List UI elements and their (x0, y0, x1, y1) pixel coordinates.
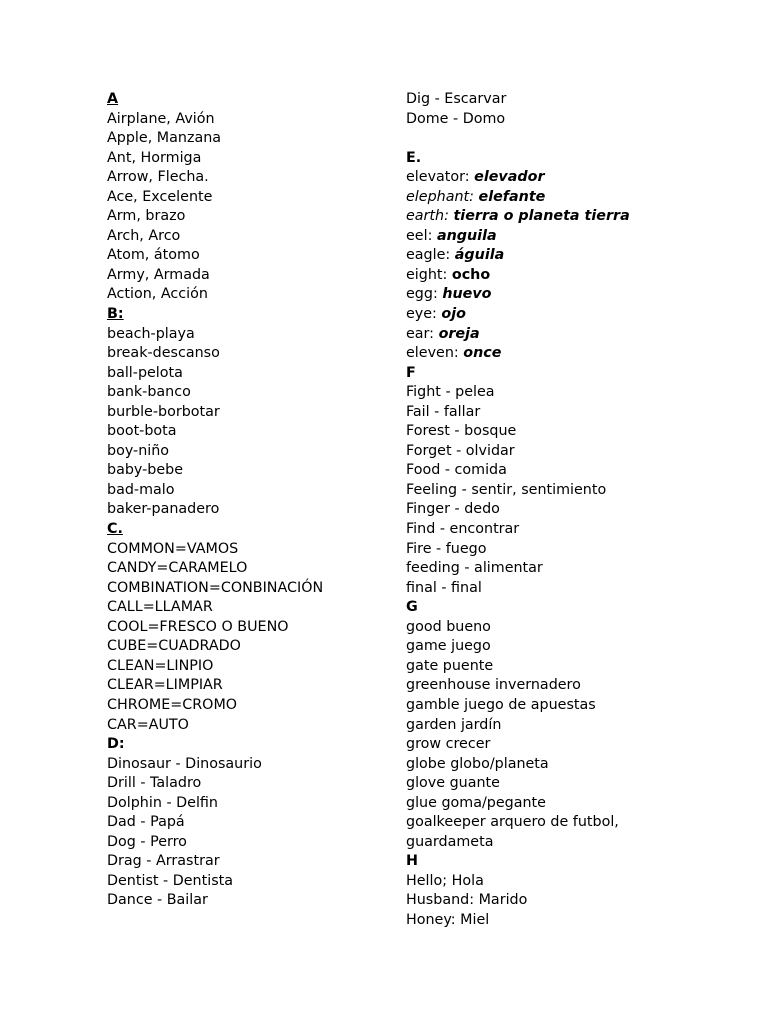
english-word: ear: (406, 325, 435, 342)
word-entry: CLEAR=LIMPIAR (107, 677, 223, 694)
word-entry: gate puente (406, 657, 494, 674)
section-heading-d: D: (107, 736, 125, 753)
spanish-word: ojo (441, 306, 466, 323)
word-entry: Dolphin - Delfin (107, 794, 218, 811)
word-entry: glue goma/pegante (406, 794, 546, 811)
word-entry: CALL=LLAMAR (107, 599, 213, 616)
section-heading-c: C. (107, 521, 123, 538)
word-entry: Honey: Miel (406, 911, 490, 928)
word-entry (406, 207, 630, 227)
english-word: earth: (406, 208, 449, 225)
word-entry: Ant, Hormiga (107, 149, 202, 166)
word-entry: gamble juego de apuestas (406, 696, 596, 713)
word-entry: Dentist - Dentista (107, 872, 234, 889)
spanish-word: elevador (474, 169, 545, 186)
word-entry: glove guante (406, 775, 500, 792)
word-entry (406, 246, 630, 266)
word-entry: Dome - Domo (406, 110, 506, 127)
blank-line (406, 129, 630, 149)
word-entry: CHROME=CROMO (107, 696, 238, 713)
word-entry: Atom, átomo (107, 247, 200, 264)
word-entry: Feeling - sentir, sentimiento (406, 481, 607, 498)
spanish-word: once (463, 345, 502, 362)
word-entry: CLEAN=LINPIO (107, 657, 214, 674)
word-entry: Drill - Taladro (107, 775, 202, 792)
word-entry: Fight - pelea (406, 384, 495, 401)
section-heading-g: G (406, 599, 418, 616)
word-entry: Apple, Manzana (107, 130, 222, 147)
word-entry: Arch, Arco (107, 227, 181, 244)
spanish-word: oreja (438, 325, 480, 342)
word-entry: Husband: Marido (406, 892, 528, 909)
spanish-word: ocho (451, 266, 491, 283)
word-entry (406, 168, 630, 188)
word-entry: Forget - olvidar (406, 442, 515, 459)
word-entry: beach-playa (107, 325, 195, 342)
word-entry: Hello; Hola (406, 872, 484, 889)
word-entry: CAR=AUTO (107, 716, 189, 733)
word-entry: Food - comida (406, 462, 507, 479)
english-word: elevator: (406, 169, 470, 186)
english-word: eagle: (406, 247, 451, 264)
left-column (107, 90, 323, 911)
word-entry: Arm, brazo (107, 208, 186, 225)
word-entry: Fire - fuego (406, 540, 487, 557)
section-heading-b: B: (107, 306, 124, 323)
word-entry: COMBINATION=CONBINACIÓN (107, 579, 324, 596)
word-entry: COOL=FRESCO O BUENO (107, 618, 289, 635)
section-heading-h: H (406, 853, 418, 870)
word-entry: Forest - bosque (406, 423, 517, 440)
word-entry (406, 266, 630, 286)
spanish-word: huevo (442, 286, 492, 303)
english-word: eight: (406, 266, 448, 283)
word-entry: baby-bebe (107, 462, 184, 479)
word-entry (406, 285, 630, 305)
english-word: eel: (406, 227, 433, 244)
english-word: eye: (406, 306, 437, 323)
word-entry (406, 325, 630, 345)
word-entry: Dig - Escarvar (406, 91, 507, 107)
word-entry: Arrow, Flecha. (107, 169, 209, 186)
section-heading-e: E. (406, 149, 422, 166)
word-entry: good bueno (406, 618, 491, 635)
word-entry: Dinosaur - Dinosaurio (107, 755, 262, 772)
word-entry (406, 344, 630, 364)
word-entry: Dad - Papá (107, 814, 185, 831)
word-entry (406, 305, 630, 325)
word-entry: goalkeeper arquero de futbol, (406, 814, 619, 831)
word-entry (406, 227, 630, 247)
word-entry: Dog - Perro (107, 833, 187, 850)
word-entry: Drag - Arrastrar (107, 853, 220, 870)
right-column (406, 90, 630, 931)
word-entry: CUBE=CUADRADO (107, 638, 241, 655)
word-entry: boy-niño (107, 442, 170, 459)
word-entry (406, 188, 630, 208)
word-entry: Fail - fallar (406, 403, 481, 420)
spanish-word: águila (454, 247, 505, 264)
word-entry: Dance - Bailar (107, 892, 208, 909)
spanish-word: elefante (478, 188, 546, 205)
english-word: elephant: (406, 188, 474, 205)
word-entry: bank-banco (107, 384, 191, 401)
word-entry: guardameta (406, 833, 494, 850)
spanish-word: tierra o planeta tierra (453, 208, 630, 225)
word-entry: Airplane, Avión (107, 110, 215, 127)
word-entry: boot-bota (107, 423, 177, 440)
word-entry: garden jardín (406, 716, 502, 733)
word-entry: feeding - alimentar (406, 560, 543, 577)
word-entry: bad-malo (107, 481, 175, 498)
word-entry: globe globo/planeta (406, 755, 549, 772)
english-word: eleven: (406, 345, 459, 362)
word-entry: burble-borbotar (107, 403, 220, 420)
section-heading-f: F (406, 364, 416, 381)
word-entry: grow crecer (406, 736, 491, 753)
word-entry: Finger - dedo (406, 501, 500, 518)
spanish-word: anguila (436, 227, 497, 244)
word-entry: Action, Acción (107, 286, 208, 303)
word-entry: CANDY=CARAMELO (107, 560, 248, 577)
word-entry: Army, Armada (107, 266, 210, 283)
word-entry: COMMON=VAMOS (107, 540, 239, 557)
word-entry: final - final (406, 579, 482, 596)
word-entry: baker-panadero (107, 501, 220, 518)
word-entry: game juego (406, 638, 491, 655)
english-word: egg: (406, 286, 438, 303)
word-entry: ball-pelota (107, 364, 183, 381)
word-entry: break-descanso (107, 345, 220, 362)
section-heading-a: A (107, 91, 119, 107)
word-entry: Ace, Excelente (107, 188, 213, 205)
word-entry: greenhouse invernadero (406, 677, 581, 694)
word-entry: Find - encontrar (406, 521, 520, 538)
